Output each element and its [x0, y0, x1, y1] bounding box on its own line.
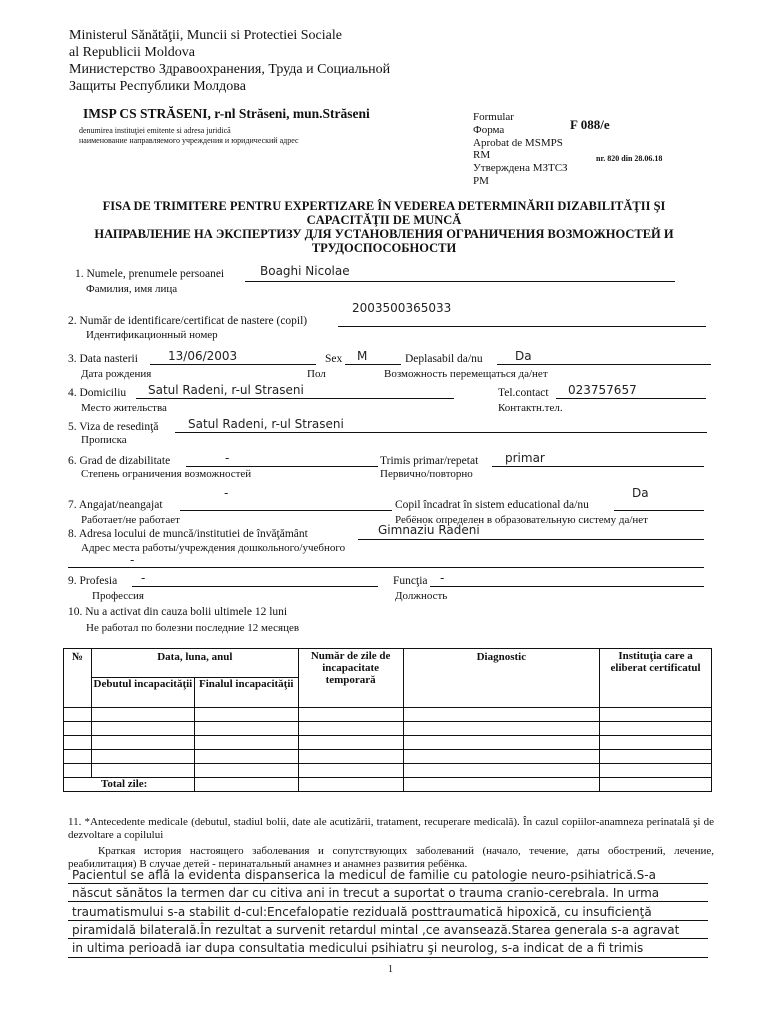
order-number: nr. 820 din 28.06.18	[596, 154, 663, 163]
residence-label: 5. Viza de resedinţă	[68, 421, 159, 433]
institution-name: IMSP CS STRĂSENI, r-nl Străseni, mun.Străseni	[83, 106, 370, 121]
birthdate-label: 3. Data nasterii	[68, 353, 138, 365]
residence-value: Satul Radeni, r-ul Straseni	[188, 417, 344, 431]
phone-value: 023757657	[568, 383, 637, 397]
table-row	[64, 750, 712, 764]
workplace-value: Gimnaziu Radeni	[378, 523, 480, 537]
phone-label: Tel.contact	[498, 387, 549, 399]
mobility-sublabel: Возможность перемещаться да/нет	[384, 368, 548, 380]
page-number: 1	[388, 964, 393, 975]
approved-by-ro: Aprobat de MSMPS	[473, 137, 563, 149]
employed-label: 7. Angajat/neangajat	[68, 499, 163, 511]
position-sublabel: Должность	[395, 590, 448, 602]
employed-sublabel: Работает/не работает	[81, 514, 180, 526]
child-education-label: Copil încadrat în sistem educational da/nu	[395, 499, 589, 511]
col-date-header: Data, luna, anul	[91, 649, 298, 678]
col-days-header: Număr de zile de incapacitate temporară	[298, 649, 403, 708]
workplace-label: 8. Adresa locului de muncă/institutiei de învăţământ	[68, 528, 308, 540]
form-label-ro: Formular	[473, 111, 514, 123]
inactivity-label: 10. Nu a activat din cauza bolii ultimele 12 luni	[68, 606, 288, 618]
table-row	[64, 764, 712, 778]
name-label: 1. Numele, prenumele persoanei	[75, 268, 225, 280]
inactivity-sublabel: Не работал по болезни последние 12 месяцев	[86, 622, 300, 634]
form-code: F 088/e	[570, 117, 610, 132]
child-education-sublabel: Ребёнок определен в образовательную систему да/нет	[395, 514, 648, 526]
employed-value: -	[224, 486, 229, 500]
incapacity-table	[63, 648, 712, 792]
domicile-sublabel: Место жительства	[81, 402, 167, 414]
title-ro-line2: CAPACITĂŢII DE MUNCĂ	[306, 213, 462, 227]
profession-label: 9. Profesia	[68, 575, 118, 587]
workplace-value-line2: -	[130, 553, 135, 567]
sex-label: Sex	[325, 353, 343, 365]
birthdate-value: 13/06/2003	[168, 349, 238, 363]
history-line-5: in ultima perioadă iar dupa consultatia medicului psihiatru şi neurolog, s-a indicat de a fi trimis	[72, 941, 644, 955]
phone-sublabel: Контактн.тел.	[498, 402, 563, 414]
table-row	[64, 722, 712, 736]
col-institution-header: Instituţia care a eliberat certificatul	[600, 649, 712, 708]
ministry-ro-line2: al Republicii Moldova	[69, 45, 195, 60]
table-row	[64, 736, 712, 750]
col-start-header: Debutul incapacităţii	[91, 678, 194, 708]
sex-value: M	[357, 349, 368, 363]
ministry-ru-line2: Защиты Республики Молдова	[69, 79, 246, 94]
ministry-ro-line1: Ministerul Sănătăţii, Muncii si Protectiei Sociale	[69, 28, 342, 43]
medical-history-heading-ru: Краткая история настоящего заболевания и сопутствующих заболеваний (начало, течение, даты обострений, лечение, реабилитация) В случае детей - перинатальный анамнез и анамнез развития ребёнка.	[68, 845, 714, 870]
disability-value: -	[225, 451, 230, 465]
child-education-value: Da	[632, 486, 649, 500]
col-diagnostic-header: Diagnostic	[403, 649, 600, 708]
mobility-label: Deplasabil da/nu	[405, 353, 483, 365]
total-days-label: Total zile:	[64, 778, 195, 792]
institution-note-ru: наименование направляемого учреждения и юридический адрес	[79, 136, 299, 145]
referral-type-value: primar	[505, 451, 545, 465]
mobility-value: Da	[515, 349, 532, 363]
disability-sublabel: Степень ограничения возможностей	[81, 468, 252, 480]
table-row	[64, 708, 712, 722]
workplace-sublabel: Адрес места работы/учреждения дошкольного/учебного	[81, 542, 346, 554]
col-number-header: №	[64, 649, 92, 708]
col-end-header: Finalul incapacităţii	[194, 678, 298, 708]
position-value: -	[440, 571, 445, 585]
birthdate-sublabel: Дата рождения	[81, 368, 152, 380]
referral-type-label: Trimis primar/repetat	[380, 455, 479, 467]
ministry-ru-line1: Министерство Здравоохранения, Труда и Социальной	[69, 62, 391, 77]
medical-history-heading-ro: 11. *Antecedente medicale (debutul, stadiul bolii, date ale acutizării, tratament, recuperare medicală). În cazul copiilor-anamneza perinatală şi de dezvoltare a copilului	[68, 816, 714, 841]
approved-by-ru: Утверждена МЗТСЗ	[473, 162, 568, 174]
idnp-label: 2. Număr de identificare/certificat de nastere (copil)	[68, 315, 308, 327]
name-value: Boaghi Nicolae	[260, 264, 350, 278]
profession-sublabel: Профессия	[92, 590, 144, 602]
profession-value: -	[141, 571, 146, 585]
history-line-4: piramidală bilaterală.În rezultat a survenit retardul mintal ,ce avansează.Starea generala s-a agravat	[72, 923, 680, 937]
referral-type-sublabel: Первично/повторно	[380, 468, 473, 480]
idnp-sublabel: Идентификационный номер	[86, 329, 218, 341]
approved-rm: RM	[473, 149, 491, 161]
form-label-ru: Форма	[473, 124, 505, 136]
table-total-row	[64, 778, 712, 792]
sex-sublabel: Пол	[307, 368, 326, 380]
history-line-3: traumatismului s-a stabilit d-cul:Encefalopatie reziduală posttraumatică hipoxică, cu insuficienţă	[72, 905, 652, 919]
domicile-value: Satul Radeni, r-ul Straseni	[148, 383, 304, 397]
title-ro-line1: FISA DE TRIMITERE PENTRU EXPERTIZARE ÎN VEDEREA DETERMINĂRII DIZABILITĂŢII ŞI	[102, 199, 666, 213]
residence-sublabel: Прописка	[81, 434, 127, 446]
domicile-label: 4. Domiciliu	[68, 387, 127, 399]
title-ru-line2: ТРУДОСПОСОБНОСТИ	[311, 241, 457, 255]
history-line-2: născut sănătos la termen dar cu citiva ani in trecut a suportat o trauma cranio-cerebrala. In urma	[72, 886, 660, 900]
institution-note-ro: denumirea instituţiei emitente si adresa juridică	[79, 126, 231, 135]
disability-label: 6. Grad de dizabilitate	[68, 455, 171, 467]
title-ru-line1: НАПРАВЛЕНИЕ НА ЭКСПЕРТИЗУ ДЛЯ УСТАНОВЛЕНИЯ ОГРАНИЧЕНИЯ ВОЗМОЖНОСТЕЙ И	[94, 227, 674, 241]
idnp-value: 2003500365033	[352, 301, 452, 315]
position-label: Funcţia	[393, 575, 428, 587]
name-sublabel: Фамилия, имя лица	[86, 283, 178, 295]
approved-pm: PM	[473, 175, 489, 187]
history-line-1: Pacientul se află la evidenta dispanserica la medicul de familie cu patologie neuro-psihiatrică.S-a	[72, 868, 656, 882]
